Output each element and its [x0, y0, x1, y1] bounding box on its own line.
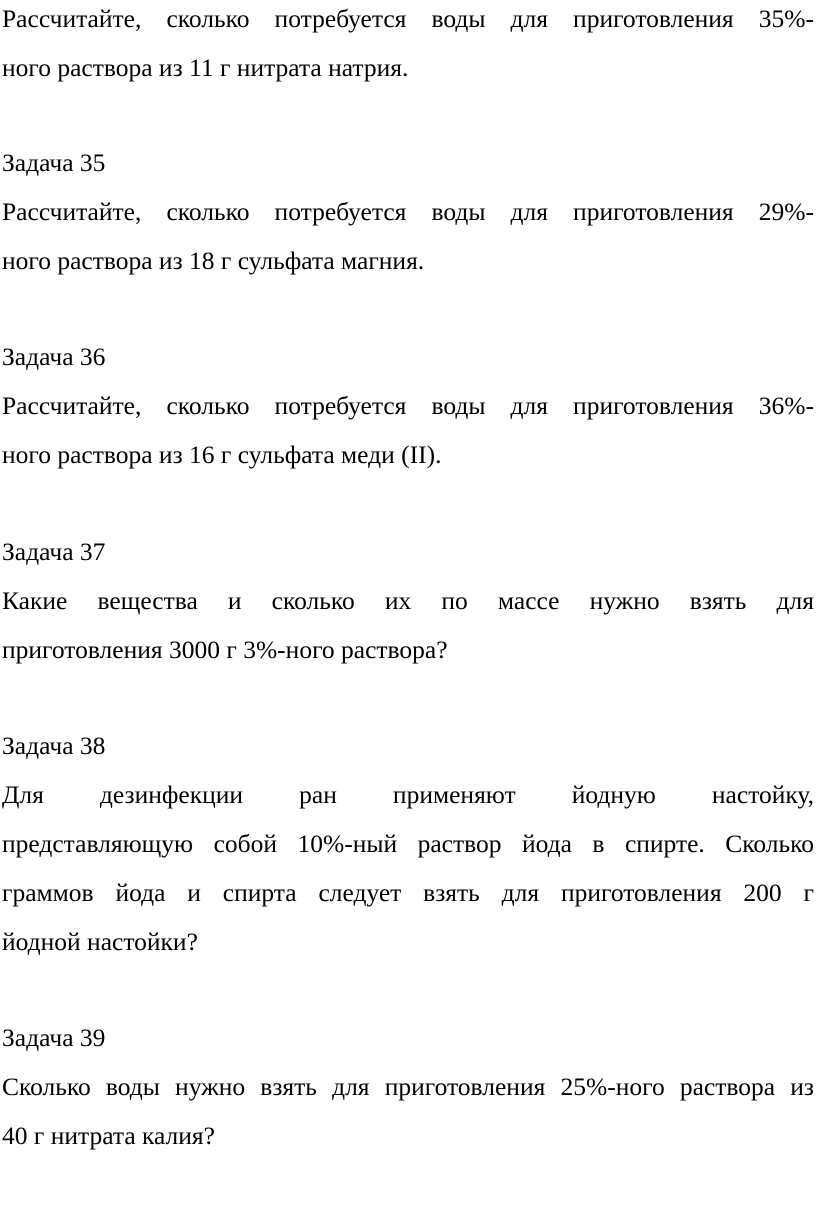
task-text-line: представляющую собой 10%-ный раствор йода в спирте. Сколько — [2, 829, 814, 858]
task-heading: Задача 36 — [2, 342, 106, 371]
task-text-line: ного раствора из 11 г нитрата натрия. — [2, 53, 409, 82]
task-37 — [2, 527, 814, 674]
task-text-line: ного раствора из 18 г сульфата магния. — [2, 246, 425, 275]
task-text-line: Рассчитайте, сколько потребуется воды для приготовления 36%- — [2, 391, 814, 420]
task-text-line: ного раствора из 16 г сульфата меди (II). — [2, 440, 442, 469]
task-heading: Задача 39 — [2, 1023, 106, 1052]
task-text-line: Рассчитайте, сколько потребуется воды для приготовления 35%- — [2, 4, 814, 33]
task-text-line: приготовления 3000 г 3%-ного раствора? — [2, 635, 448, 664]
task-34-continuation — [2, 0, 814, 92]
task-text-line: граммов йода и спирта следует взять для приготовления 200 г — [2, 878, 814, 907]
task-text-line: Сколько воды нужно взять для приготовления 25%-ного раствора из — [2, 1072, 814, 1101]
task-heading: Задача 38 — [2, 731, 106, 760]
task-text-line: 40 г нитрата калия? — [2, 1121, 215, 1150]
task-heading: Задача 37 — [2, 537, 106, 566]
task-35 — [2, 138, 814, 285]
task-text-line: Рассчитайте, сколько потребуется воды для приготовления 29%- — [2, 197, 814, 226]
task-text-line: йодной настойки? — [2, 927, 198, 956]
task-38 — [2, 721, 814, 966]
task-heading: Задача 35 — [2, 148, 106, 177]
task-36 — [2, 332, 814, 479]
task-39 — [2, 1013, 814, 1160]
task-text-line: Для дезинфекции ран применяют йодную настойку, — [2, 780, 814, 809]
task-text-line: Какие вещества и сколько их по массе нужно взять для — [2, 586, 814, 615]
